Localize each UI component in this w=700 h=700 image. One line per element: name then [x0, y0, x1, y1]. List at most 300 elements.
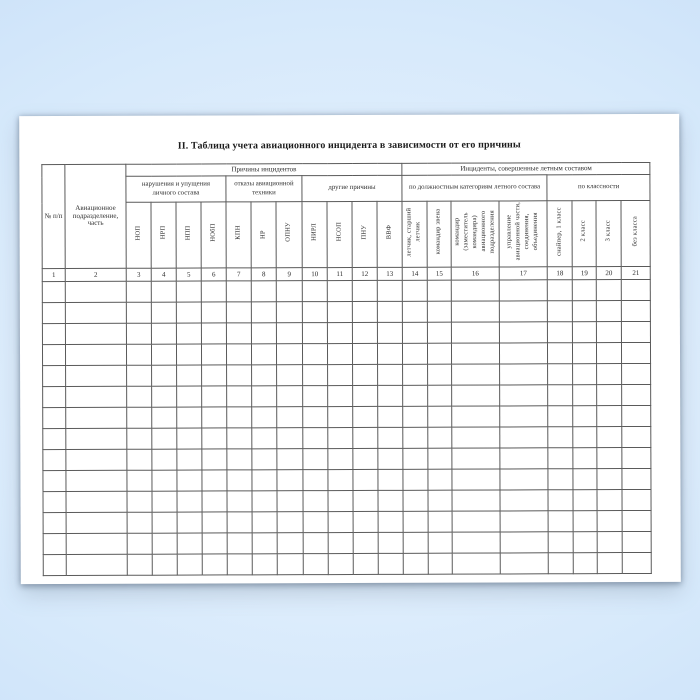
table-cell	[328, 364, 353, 385]
table-cell	[622, 405, 651, 426]
column-number: 3	[126, 268, 151, 281]
col-label-nr-text: НР	[259, 230, 267, 239]
table-cell	[127, 554, 152, 575]
table-cell	[452, 469, 500, 490]
table-cell	[378, 553, 403, 574]
table-cell	[596, 280, 621, 301]
table-cell	[43, 365, 66, 386]
col-label-flight-commander-text: командир звена	[434, 208, 442, 255]
table-cell	[42, 302, 65, 323]
column-number: 1	[42, 268, 65, 281]
table-cell	[403, 322, 428, 343]
table-cell	[65, 302, 126, 323]
col-label-hq-staff-text: управление авиационной части, соединения, объединения	[505, 202, 540, 261]
table-cell	[127, 512, 152, 533]
table-row	[42, 300, 650, 323]
table-cell	[152, 533, 177, 554]
table-cell	[277, 491, 303, 512]
table-cell	[302, 323, 327, 344]
table-row	[43, 489, 651, 512]
table-cell	[403, 511, 428, 532]
table-cell	[352, 301, 377, 322]
table-cell	[152, 491, 177, 512]
table-cell	[177, 554, 202, 575]
table-cell	[126, 281, 151, 302]
table-cell	[352, 343, 377, 364]
table-cell	[127, 386, 152, 407]
table-row	[43, 384, 651, 407]
table-cell	[622, 552, 651, 573]
table-cell	[597, 532, 622, 553]
col-label-kpn	[226, 202, 251, 268]
table-cell	[622, 447, 651, 468]
col-label-hq-staff	[499, 201, 547, 267]
table-cell	[573, 553, 597, 574]
table-cell	[378, 427, 403, 448]
table-cell	[303, 512, 328, 533]
table-cell	[177, 428, 202, 449]
table-cell	[43, 428, 66, 449]
table-cell	[403, 490, 428, 511]
table-cell	[43, 407, 66, 428]
table-cell	[403, 469, 428, 490]
col-label-no-class-text: без класса	[631, 215, 639, 247]
col-label-npp	[176, 202, 201, 268]
table-cell	[573, 343, 597, 364]
table-cell	[202, 386, 227, 407]
table-cell	[303, 428, 328, 449]
table-cell	[548, 511, 573, 532]
table-cell	[500, 406, 548, 427]
table-cell	[65, 323, 126, 344]
table-cell	[43, 449, 66, 470]
group-header-incident-causes: Причины инцидентов	[126, 163, 402, 176]
column-number: 19	[572, 267, 596, 280]
column-number: 8	[251, 268, 276, 281]
table-cell	[302, 281, 327, 302]
table-cell	[152, 428, 177, 449]
table-cell	[127, 407, 152, 428]
table-cell	[427, 301, 451, 322]
table-cell	[500, 385, 548, 406]
table-cell	[402, 301, 427, 322]
table-cell	[227, 512, 252, 533]
table-cell	[452, 448, 500, 469]
table-cell	[353, 469, 378, 490]
table-cell	[596, 301, 621, 322]
table-cell	[227, 407, 252, 428]
subgroup-other-causes: другие причины	[302, 175, 402, 201]
table-cell	[622, 384, 651, 405]
table-cell	[378, 490, 403, 511]
table-cell	[127, 533, 152, 554]
col-label-nobp-text: НОбП	[209, 223, 217, 242]
table-cell	[202, 512, 227, 533]
subgroup-by-position-category: по должностным категориям летного состава	[402, 175, 547, 202]
table-row	[43, 531, 651, 554]
column-number: 14	[402, 267, 427, 280]
table-cell	[176, 281, 201, 302]
table-cell	[452, 322, 500, 343]
table-cell	[452, 427, 500, 448]
col-label-pnu	[352, 201, 377, 267]
table-cell	[500, 343, 548, 364]
table-cell	[428, 427, 452, 448]
table-cell	[66, 449, 127, 470]
table-cell	[548, 427, 573, 448]
table-cell	[151, 281, 176, 302]
subgroup-by-class-rating: по классности	[547, 174, 650, 200]
table-cell	[177, 491, 202, 512]
incident-accounting-table	[41, 162, 652, 576]
table-body	[42, 279, 651, 575]
table-row	[43, 510, 651, 533]
col-label-pnu-text: ПНУ	[360, 224, 368, 240]
table-cell	[66, 407, 127, 428]
table-cell	[622, 342, 651, 363]
table-cell	[328, 406, 353, 427]
document-page	[19, 114, 681, 584]
col-label-npp-text: НПП	[184, 225, 192, 240]
table-cell	[303, 470, 328, 491]
table-cell	[428, 364, 452, 385]
table-cell	[452, 532, 500, 553]
column-number: 21	[621, 266, 650, 279]
table-cell	[573, 406, 597, 427]
table-cell	[302, 344, 327, 365]
table-cell	[499, 301, 547, 322]
table-cell	[252, 386, 277, 407]
table-cell	[276, 344, 302, 365]
table-cell	[403, 427, 428, 448]
col-label-vvf-text: ВВФ	[385, 224, 393, 240]
column-number: 11	[327, 267, 352, 280]
table-cell	[500, 490, 548, 511]
table-cell	[226, 281, 251, 302]
table-cell	[500, 427, 548, 448]
table-cell	[252, 407, 277, 428]
column-number: 5	[176, 268, 201, 281]
column-number: 10	[302, 268, 327, 281]
table-cell	[622, 489, 651, 510]
table-cell	[176, 323, 201, 344]
table-cell	[428, 469, 452, 490]
col-label-second-class-text: 2 класс	[579, 220, 587, 242]
table-cell	[252, 428, 277, 449]
vertical-labels-row	[42, 200, 650, 268]
table-cell	[328, 385, 353, 406]
table-cell	[176, 344, 201, 365]
column-number: 16	[451, 267, 499, 280]
table-cell	[66, 428, 127, 449]
table-cell	[548, 448, 573, 469]
table-cell	[548, 385, 573, 406]
table-cell	[251, 323, 276, 344]
table-cell	[573, 364, 597, 385]
table-cell	[573, 490, 597, 511]
table-cell	[548, 553, 573, 574]
table-cell	[151, 302, 176, 323]
table-cell	[277, 449, 303, 470]
table-cell	[126, 344, 151, 365]
table-cell	[66, 512, 127, 533]
table-cell	[500, 364, 548, 385]
table-row	[42, 342, 650, 365]
col-label-nrp	[151, 202, 176, 268]
table-cell	[277, 386, 303, 407]
column-number: 2	[65, 268, 126, 281]
table-cell	[548, 406, 573, 427]
table-cell	[622, 531, 651, 552]
table-cell	[251, 302, 276, 323]
table-cell	[126, 302, 151, 323]
table-cell	[43, 491, 66, 512]
table-cell	[572, 301, 596, 322]
table-cell	[327, 280, 352, 301]
table-cell	[451, 301, 499, 322]
table-cell	[43, 470, 66, 491]
col-label-pilot	[402, 201, 427, 267]
table-cell	[378, 448, 403, 469]
table-cell	[452, 343, 500, 364]
col-label-nirl-text: НИРЛ	[310, 223, 318, 241]
table-cell	[202, 533, 227, 554]
table-cell	[378, 469, 403, 490]
table-cell	[403, 385, 428, 406]
col-label-nobp	[201, 202, 226, 268]
table-cell	[127, 470, 152, 491]
table-cell	[378, 511, 403, 532]
table-cell	[402, 280, 427, 301]
table-cell	[152, 365, 177, 386]
table-cell	[353, 511, 378, 532]
table-cell	[202, 470, 227, 491]
table-cell	[227, 365, 252, 386]
table-cell	[251, 344, 276, 365]
table-cell	[277, 428, 303, 449]
table-cell	[65, 281, 126, 302]
table-cell	[127, 365, 152, 386]
table-cell	[227, 449, 252, 470]
table-cell	[277, 407, 303, 428]
col-label-sniper-first-class	[547, 201, 572, 267]
table-cell	[622, 468, 651, 489]
table-cell	[353, 490, 378, 511]
table-cell	[500, 322, 548, 343]
table-cell	[327, 322, 352, 343]
table-cell	[151, 344, 176, 365]
table-cell	[548, 490, 573, 511]
column-number: 7	[226, 268, 251, 281]
table-cell	[303, 365, 328, 386]
table-cell	[573, 448, 597, 469]
table-cell	[428, 406, 452, 427]
table-cell	[573, 469, 597, 490]
col-label-third-class	[596, 201, 621, 267]
table-cell	[201, 323, 226, 344]
table-cell	[621, 279, 650, 300]
table-cell	[177, 386, 202, 407]
table-cell	[353, 553, 378, 574]
table-cell	[227, 491, 252, 512]
table-cell	[252, 491, 277, 512]
table-cell	[42, 344, 65, 365]
table-cell	[252, 449, 277, 470]
table-cell	[177, 512, 202, 533]
table-cell	[201, 281, 226, 302]
table-cell	[428, 511, 452, 532]
table-cell	[151, 323, 176, 344]
table-cell	[303, 407, 328, 428]
table-cell	[353, 385, 378, 406]
col-label-nsop-text: НСОП	[335, 222, 343, 242]
table-cell	[252, 365, 277, 386]
table-cell	[276, 323, 302, 344]
table-cell	[353, 448, 378, 469]
table-cell	[328, 448, 353, 469]
table-cell	[276, 302, 302, 323]
table-cell	[500, 469, 548, 490]
table-cell	[152, 386, 177, 407]
table-cell	[202, 449, 227, 470]
table-cell	[252, 470, 277, 491]
table-cell	[403, 553, 428, 574]
col-label-flight-commander	[427, 201, 451, 267]
table-cell	[499, 280, 547, 301]
table-cell	[378, 532, 403, 553]
table-cell	[43, 554, 66, 575]
column-number: 9	[276, 268, 302, 281]
table-cell	[227, 470, 252, 491]
table-cell	[403, 448, 428, 469]
table-row	[42, 279, 650, 302]
table-cell	[327, 343, 352, 364]
col-label-vvf	[377, 201, 402, 267]
table-cell	[452, 511, 500, 532]
table-cell	[177, 365, 202, 386]
table-cell	[176, 302, 201, 323]
table-cell	[152, 554, 177, 575]
table-cell	[152, 512, 177, 533]
table-cell	[428, 448, 452, 469]
table-cell	[43, 512, 66, 533]
table-cell	[152, 407, 177, 428]
table-cell	[452, 553, 500, 574]
table-cell	[303, 449, 328, 470]
table-cell	[303, 554, 328, 575]
table-cell	[573, 511, 597, 532]
table-cell	[226, 323, 251, 344]
table-cell	[427, 280, 451, 301]
table-cell	[152, 470, 177, 491]
table-cell	[277, 554, 303, 575]
col-label-opnu	[276, 202, 302, 268]
table-cell	[452, 364, 500, 385]
table-cell	[276, 281, 302, 302]
table-cell	[428, 553, 452, 574]
table-cell	[452, 385, 500, 406]
table-cell	[597, 364, 622, 385]
table-cell	[177, 470, 202, 491]
table-cell	[202, 407, 227, 428]
table-cell	[302, 302, 327, 323]
table-cell	[202, 365, 227, 386]
table-cell	[403, 532, 428, 553]
table-cell	[66, 365, 127, 386]
table-cell	[202, 491, 227, 512]
column-number: 17	[499, 267, 547, 280]
column-number: 4	[151, 268, 176, 281]
table-cell	[152, 449, 177, 470]
table-cell	[500, 532, 548, 553]
table-row	[42, 321, 650, 344]
table-cell	[328, 511, 353, 532]
table-cell	[227, 428, 252, 449]
subgroup-personnel-violations: нарушения и упущения личного состава	[126, 176, 226, 202]
table-cell	[378, 406, 403, 427]
col-label-unit-commander-text: командир (заместитель командира) авиационного подразделения	[453, 209, 496, 254]
table-cell	[572, 280, 596, 301]
table-cell	[428, 532, 452, 553]
table-cell	[597, 469, 622, 490]
table-cell	[127, 491, 152, 512]
header-aviation-unit: Авиационное подразделение, часть	[65, 164, 126, 268]
table-cell	[573, 385, 597, 406]
table-cell	[500, 511, 548, 532]
column-number: 20	[596, 267, 621, 280]
table-cell	[452, 490, 500, 511]
table-cell	[547, 280, 572, 301]
table-cell	[597, 448, 622, 469]
table-cell	[328, 469, 353, 490]
table-cell	[452, 406, 500, 427]
table-cell	[352, 322, 377, 343]
table-cell	[277, 533, 303, 554]
table-cell	[42, 281, 65, 302]
col-label-second-class	[572, 201, 596, 267]
table-cell	[126, 323, 151, 344]
table-cell	[303, 491, 328, 512]
table-cell	[42, 323, 65, 344]
table-cell	[622, 363, 651, 384]
table-cell	[548, 322, 573, 343]
table-cell	[202, 554, 227, 575]
table-cell	[403, 364, 428, 385]
table-cell	[327, 301, 352, 322]
table-cell	[547, 301, 572, 322]
table-cell	[500, 553, 548, 574]
table-cell	[43, 386, 66, 407]
col-label-nr	[251, 202, 276, 268]
table-row	[43, 363, 651, 386]
table-cell	[353, 532, 378, 553]
column-number: 12	[352, 267, 377, 280]
table-cell	[303, 533, 328, 554]
table-row	[43, 426, 651, 449]
col-label-nsop	[327, 201, 352, 267]
table-cell	[597, 343, 622, 364]
table-cell	[328, 427, 353, 448]
table-cell	[127, 449, 152, 470]
table-cell	[548, 364, 573, 385]
table-row	[43, 552, 651, 575]
table-cell	[66, 554, 127, 575]
subgroup-equipment-failures: отказы авиационной техники	[226, 176, 302, 202]
table-row	[43, 447, 651, 470]
table-cell	[597, 322, 622, 343]
table-cell	[428, 385, 452, 406]
table-cell	[252, 554, 277, 575]
